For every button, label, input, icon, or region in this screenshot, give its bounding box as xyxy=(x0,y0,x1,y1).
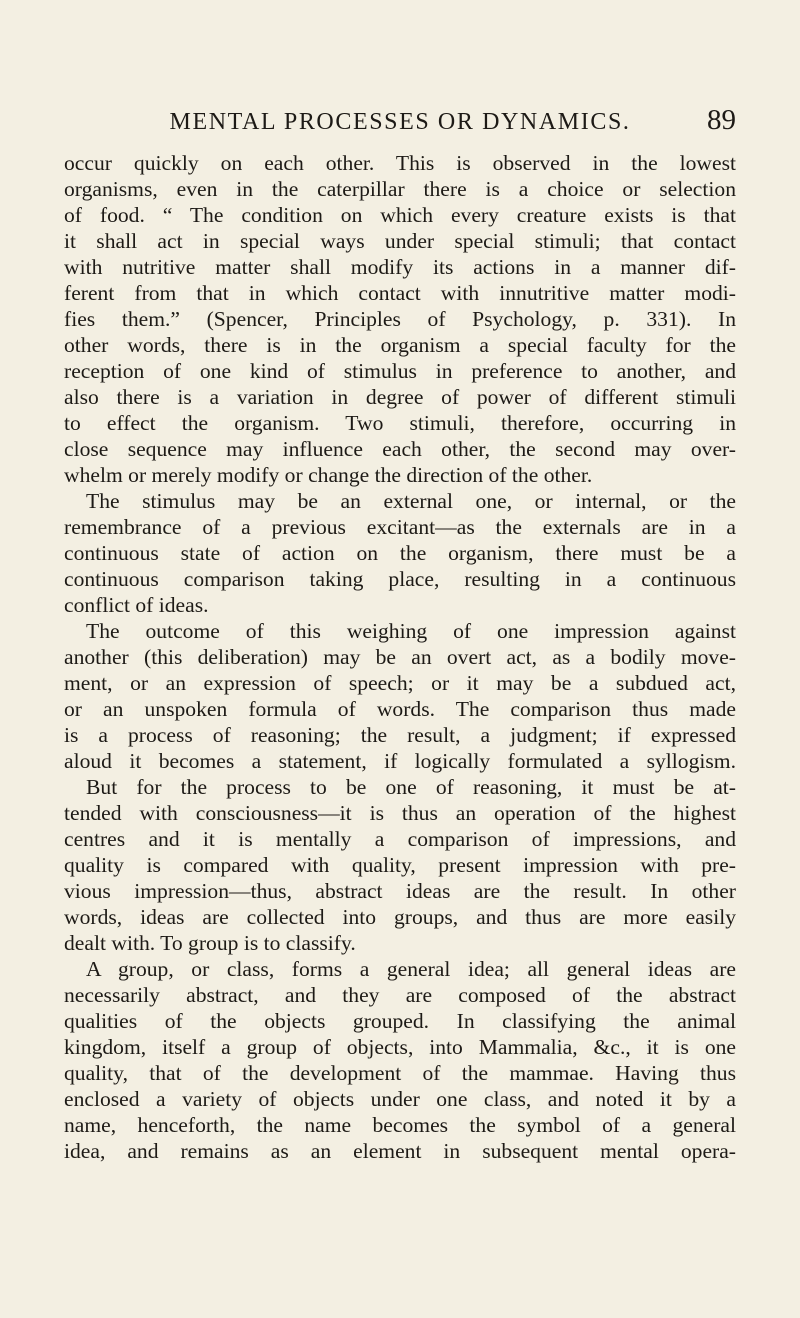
text-line: vious impression—thus, abstract ideas are the result. In other xyxy=(64,879,736,903)
text-line: reception of one kind of stimulus in preference to another, and xyxy=(64,359,736,383)
text-line: ferent from that in which contact with innutritive matter modi- xyxy=(64,281,736,305)
text-line: kingdom, itself a group of objects, into Mammalia, &c., it is one xyxy=(64,1035,736,1059)
text-line: quality, that of the development of the mammae. Having thus xyxy=(64,1061,736,1085)
text-line: centres and it is mentally a comparison of impressions, and xyxy=(64,827,736,851)
text-line: A group, or class, forms a general idea; all general ideas are xyxy=(86,957,736,981)
text-line: remembrance of a previous excitant—as the externals are in a xyxy=(64,515,736,539)
text-line: another (this deliberation) may be an overt act, as a bodily move- xyxy=(64,645,736,669)
text-line: also there is a variation in degree of power of different stimuli xyxy=(64,385,736,409)
text-line: qualities of the objects grouped. In classifying the animal xyxy=(64,1009,736,1033)
text-line: to effect the organism. Two stimuli, therefore, occurring in xyxy=(64,411,736,435)
text-line: is a process of reasoning; the result, a judgment; if expressed xyxy=(64,723,736,747)
text-line: tended with consciousness—it is thus an operation of the highest xyxy=(64,801,736,825)
text-line: organisms, even in the caterpillar there is a choice or selection xyxy=(64,177,736,201)
text-line: But for the process to be one of reasoning, it must be at- xyxy=(86,775,736,799)
text-line: The outcome of this weighing of one impression against xyxy=(86,619,736,643)
text-line: with nutritive matter shall modify its actions in a manner dif- xyxy=(64,255,736,279)
running-head xyxy=(64,106,736,138)
text-line: words, ideas are collected into groups, and thus are more easily xyxy=(64,905,736,929)
text-line: fies them.” (Spencer, Principles of Psychology, p. 331). In xyxy=(64,307,736,331)
text-line: whelm or merely modify or change the direction of the other. xyxy=(64,463,593,487)
text-line: name, henceforth, the name becomes the symbol of a general xyxy=(64,1113,736,1137)
text-line: The stimulus may be an external one, or internal, or the xyxy=(86,489,736,513)
text-line: necessarily abstract, and they are composed of the abstract xyxy=(64,983,736,1007)
text-line: continuous state of action on the organism, there must be a xyxy=(64,541,736,565)
text-line: other words, there is in the organism a special faculty for the xyxy=(64,333,736,357)
text-line: idea, and remains as an element in subsequent mental opera- xyxy=(64,1139,736,1163)
text-line: close sequence may influence each other, the second may over- xyxy=(64,437,736,461)
text-line: aloud it becomes a statement, if logically formulated a syllogism. xyxy=(64,749,736,773)
text-line: of food. “ The condition on which every creature exists is that xyxy=(64,203,736,227)
text-line: it shall act in special ways under special stimuli; that contact xyxy=(64,229,736,253)
text-line: quality is compared with quality, present impression with pre- xyxy=(64,853,736,877)
text-line: occur quickly on each other. This is observed in the lowest xyxy=(64,151,736,175)
text-line: or an unspoken formula of words. The comparison thus made xyxy=(64,697,736,721)
running-title: MENTAL PROCESSES OR DYNAMICS. xyxy=(169,109,631,135)
text-line: ment, or an expression of speech; or it may be a subdued act, xyxy=(64,671,736,695)
page-number: 89 xyxy=(707,104,736,136)
text-line: enclosed a variety of objects under one class, and noted it by a xyxy=(64,1087,736,1111)
text-line: continuous comparison taking place, resulting in a continuous xyxy=(64,567,736,591)
body-text xyxy=(64,150,736,1164)
text-line: dealt with. To group is to classify. xyxy=(64,931,356,955)
text-line: conflict of ideas. xyxy=(64,593,209,617)
